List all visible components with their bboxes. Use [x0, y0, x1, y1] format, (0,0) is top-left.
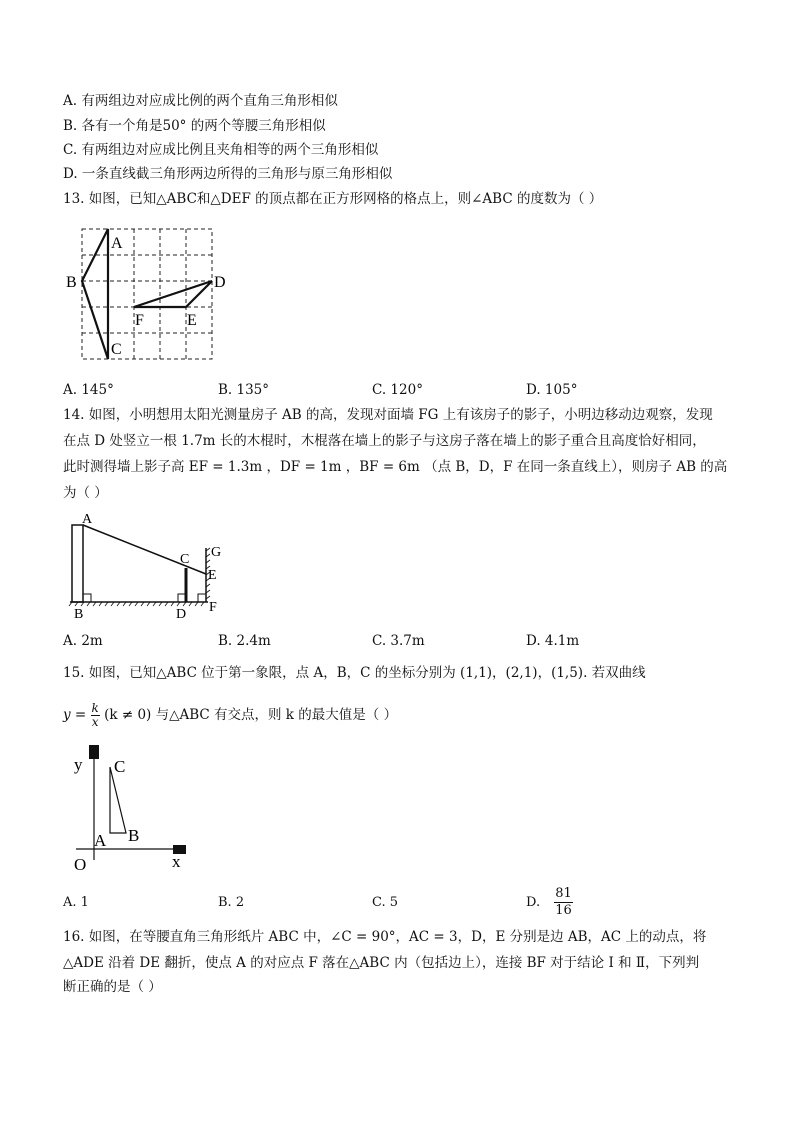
q14-option-a: A. 2m	[63, 633, 103, 649]
q14-shadow-figure	[62, 506, 232, 624]
q14-stem-line2: 在点 D 处竖立一根 1.7m 长的木棍时，木棍落在墙上的影子与这房子落在墙上的影子重合且高度恰好相同，	[63, 433, 706, 449]
q15-y-arrow	[89, 745, 99, 759]
q14-label-c: C	[180, 552, 190, 567]
q13-label-b: B	[66, 274, 77, 291]
q14-house	[72, 525, 83, 602]
q14-option-c: C. 3.7m	[372, 633, 425, 649]
q14-stem-line1: 14. 如图，小明想用太阳光测量房子 AB 的高，发现对面墙 FG 上有该房子的影子，小明边移动边观察，发现	[63, 407, 713, 423]
q13-label-e: E	[187, 312, 197, 329]
q15-option-b: B. 2	[218, 895, 245, 910]
q12-option-b: B. 各有一个角是50° 的两个等腰三角形相似	[63, 118, 326, 134]
q14-label-e: E	[208, 568, 217, 583]
q15-option-d	[526, 884, 573, 922]
q14-label-b: B	[74, 607, 84, 622]
q13-label-c: C	[111, 341, 122, 358]
q14-label-d: D	[176, 607, 187, 622]
q14-label-a: A	[82, 512, 93, 527]
q15-triangle-abc	[110, 767, 126, 833]
q15-eq-prefix: y =	[63, 707, 87, 723]
q15-eq-suffix: (k ≠ 0) 与△ABC 有交点，则 k 的最大值是（ ）	[104, 707, 398, 723]
q13-triangle-def	[134, 281, 212, 307]
q15-frac-den: x	[91, 715, 99, 729]
q15-label-c: C	[114, 757, 126, 776]
q14-stem-line4: 为（ ）	[63, 485, 108, 501]
q15-option-d-label: D.	[526, 895, 541, 910]
q15-option-a: A. 1	[63, 895, 89, 910]
q16-stem-line3: 断正确的是（ ）	[63, 979, 162, 995]
q15-label-b: B	[128, 826, 140, 845]
q15-frac-num: k	[91, 701, 99, 715]
q13-stem: 13. 如图，已知△ABC和△DEF 的顶点都在正方形网格的格点上，则∠ABC 的度数为（ ）	[63, 191, 603, 207]
q15-label-x: x	[172, 852, 181, 871]
q13-label-a: A	[111, 235, 123, 252]
q13-option-b: B. 135°	[218, 382, 270, 398]
q15-option-c: C. 5	[372, 895, 399, 910]
q14-option-b: B. 2.4m	[218, 633, 271, 649]
q14-label-f: F	[209, 600, 217, 615]
q15-stem-line2	[63, 702, 397, 729]
q15-option-d-den: 16	[555, 903, 572, 918]
q12-option-c: C. 有两组边对应成比例且夹角相等的两个三角形相似	[63, 142, 379, 158]
q15-label-y: y	[74, 755, 83, 774]
q13-option-d: D. 105°	[526, 382, 578, 398]
q15-fraction	[91, 702, 100, 729]
q14-option-d: D. 4.1m	[526, 633, 580, 649]
q16-stem-line2: △ADE 沿着 DE 翻折，使点 A 的对应点 F 落在△ABC 内（包括边上），连接 BF 对于结论 Ⅰ 和 Ⅱ，下列判	[63, 955, 700, 971]
q13-option-a: A. 145°	[63, 382, 114, 398]
q15-stem-line1: 15. 如图，已知△ABC 位于第一象限，点 A，B，C 的坐标分别为 (1,1)，(2,1)，(1,5). 若双曲线	[63, 665, 646, 681]
q12-option-a: A. 有两组边对应成比例的两个直角三角形相似	[63, 93, 338, 109]
q16-stem-line1: 16. 如图，在等腰直角三角形纸片 ABC 中，∠C = 90°，AC = 3，D，E 分别是边 AB，AC 上的动点，将	[63, 929, 707, 945]
q13-label-d: D	[214, 274, 226, 291]
q15-option-d-fraction	[554, 886, 573, 919]
q14-stem-line3: 此时测得墙上影子高 EF = 1.3m ，DF = 1m ，BF = 6m （点 B，D，F 在同一条直线上），则房子 AB 的高	[63, 459, 728, 475]
q15-label-a: A	[94, 831, 107, 850]
q15-option-d-num: 81	[555, 886, 572, 901]
q15-coordinate-figure	[62, 740, 202, 876]
q13-triangle-abc	[82, 229, 108, 359]
q13-grid-figure	[62, 224, 226, 362]
q14-label-g: G	[211, 545, 222, 560]
q13-label-f: F	[135, 312, 144, 329]
q12-option-d: D. 一条直线截三角形两边所得的三角形与原三角形相似	[63, 166, 393, 182]
q15-label-o: O	[74, 855, 87, 874]
q13-option-c: C. 120°	[372, 382, 423, 398]
